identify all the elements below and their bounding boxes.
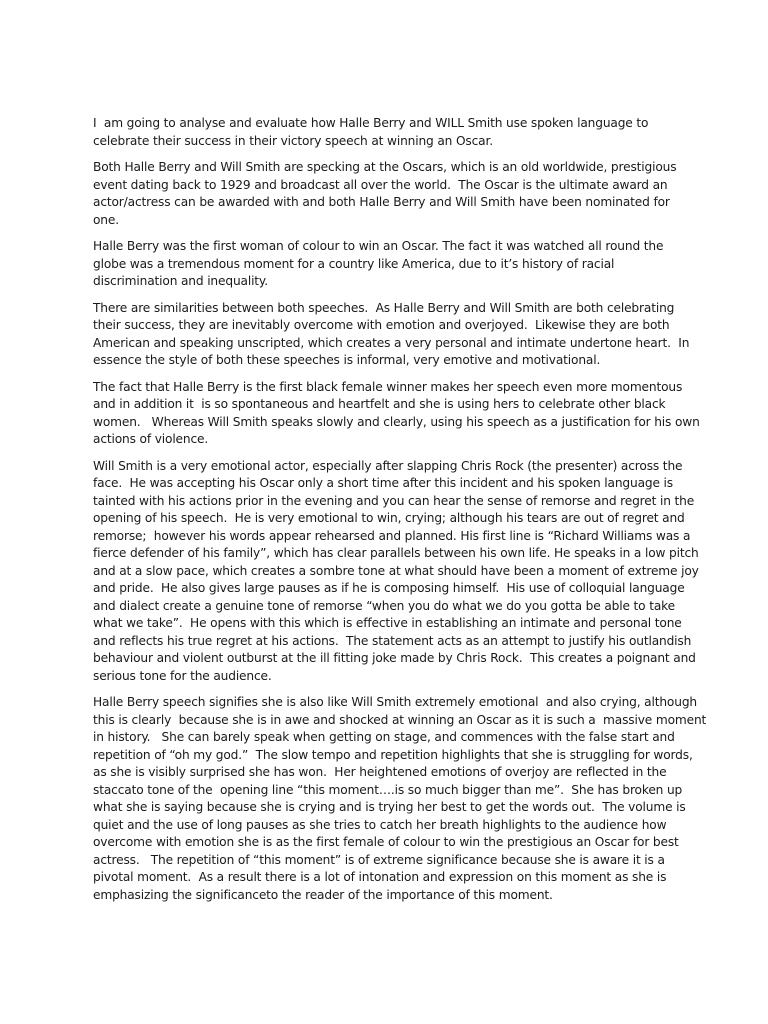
text-line: one. (93, 212, 119, 227)
text-line: face. He was accepting his Oscar only a short time after this incident and his spoken language is (93, 476, 673, 490)
text-line: staccato tone of the opening line “this moment….is so much bigger than me”. She has broken up (93, 782, 683, 797)
text-line: behaviour and violent outburst at the ill fitting joke made by Chris Rock. This creates a poignant and (93, 651, 696, 665)
text-line: remorse; however his words appear rehearsed and planned. His first line is “Richard Williams was a (93, 528, 691, 543)
text-line: actions of violence. (93, 432, 209, 446)
paragraph (93, 458, 699, 686)
text-line: celebrate their success in their victory speech at winning an Oscar. (93, 133, 493, 148)
text-line: what we take”. He opens with this which is effective in establishing an intimate and personal tone (93, 616, 682, 630)
text-line: and reflects his true regret at his actions. The statement acts as an attempt to justify his outlandish (93, 633, 692, 648)
text-line: repetition of “oh my god.” The slow tempo and repetition highlights that she is struggling for words, (93, 747, 693, 762)
text-line: this is clearly because she is in awe and shocked at winning an Oscar as it is such a massive moment (93, 712, 707, 727)
text-line: and dialect create a genuine tone of remorse “when you do what we do you gotta be able to take (93, 598, 675, 613)
text-line: actress. The repetition of “this moment” is of extreme significance because she is aware it is a (93, 852, 665, 867)
text-line: and at a slow pace, which creates a sombre tone at what should have been a moment of extreme joy (93, 563, 699, 578)
text-line: emphasizing the significanceto the reader of the importance of this moment. (93, 887, 553, 902)
text-line: actor/actress can be awarded with and both Halle Berry and Will Smith have been nominated for (93, 195, 670, 209)
text-line: event dating back to 1929 and broadcast all over the world. The Oscar is the ultimate award an (93, 177, 668, 192)
text-line: and in addition it is so spontaneous and heartfelt and she is using hers to celebrate other black (93, 397, 666, 411)
paragraph (93, 300, 690, 370)
document-body (93, 115, 707, 913)
text-line: as she is visibly surprised she has won. Her heightened emotions of overjoy are reflected in the (93, 765, 667, 779)
text-line: overcome with emotion she is as the first female of colour to win the prestigious an Oscar for best (93, 835, 679, 849)
paragraph (93, 379, 700, 449)
text-line: The fact that Halle Berry is the first black female winner makes her speech even more momentous (93, 379, 683, 394)
text-line: fierce defender of his family”, which has clear parallels between his own life. He speaks in a low pitch (93, 546, 699, 560)
text-line: Will Smith is a very emotional actor, especially after slapping Chris Rock (the presenter) across the (93, 458, 683, 473)
text-line: globe was a tremendous moment for a country like America, due to it’s history of racial (93, 256, 615, 271)
text-line: serious tone for the audience. (93, 668, 272, 683)
text-line: Halle Berry was the first woman of colour to win an Oscar. The fact it was watched all round the (93, 239, 664, 253)
text-line: There are similarities between both speeches. As Halle Berry and Will Smith are both celebrating (93, 300, 675, 315)
text-line: their success, they are inevitably overcome with emotion and overjoyed. Likewise they are both (93, 318, 670, 332)
text-line: essence the style of both these speeches is informal, very emotive and motivational. (93, 353, 601, 367)
text-line: and pride. He also gives large pauses as if he is composing himself. His use of colloquial language (93, 581, 685, 595)
text-line: American and speaking unscripted, which creates a very personal and intimate undertone heart. In (93, 335, 690, 350)
paragraph (93, 694, 707, 904)
text-line: Halle Berry speech signifies she is also like Will Smith extremely emotional and also crying, although (93, 695, 697, 709)
text-line: in history. She can barely speak when getting on stage, and commences with the false start and (93, 730, 675, 744)
paragraph (93, 159, 675, 229)
paragraph (93, 238, 675, 291)
text-line: quiet and the use of long pauses as she tries to catch her breath highlights to the audience how (93, 817, 667, 832)
text-line: pivotal moment. As a result there is a lot of intonation and expression on this moment as she is (93, 870, 667, 884)
text-line: Both Halle Berry and Will Smith are specking at the Oscars, which is an old worldwide, prestigious (93, 160, 677, 174)
text-line: discrimination and inequality. (93, 274, 268, 288)
text-line: I am going to analyse and evaluate how Halle Berry and WILL Smith use spoken language to (93, 116, 649, 130)
text-line: what she is saying because she is crying and is trying her best to get the words out. The volume is (93, 800, 686, 814)
text-line: opening of his speech. He is very emotional to win, crying; although his tears are out of regret and (93, 511, 685, 525)
paragraph (93, 115, 675, 150)
text-line: women. Whereas Will Smith speaks slowly and clearly, using his speech as a justification for his own (93, 414, 700, 429)
text-line: tainted with his actions prior in the evening and you can hear the sense of remorse and regret in the (93, 493, 695, 508)
